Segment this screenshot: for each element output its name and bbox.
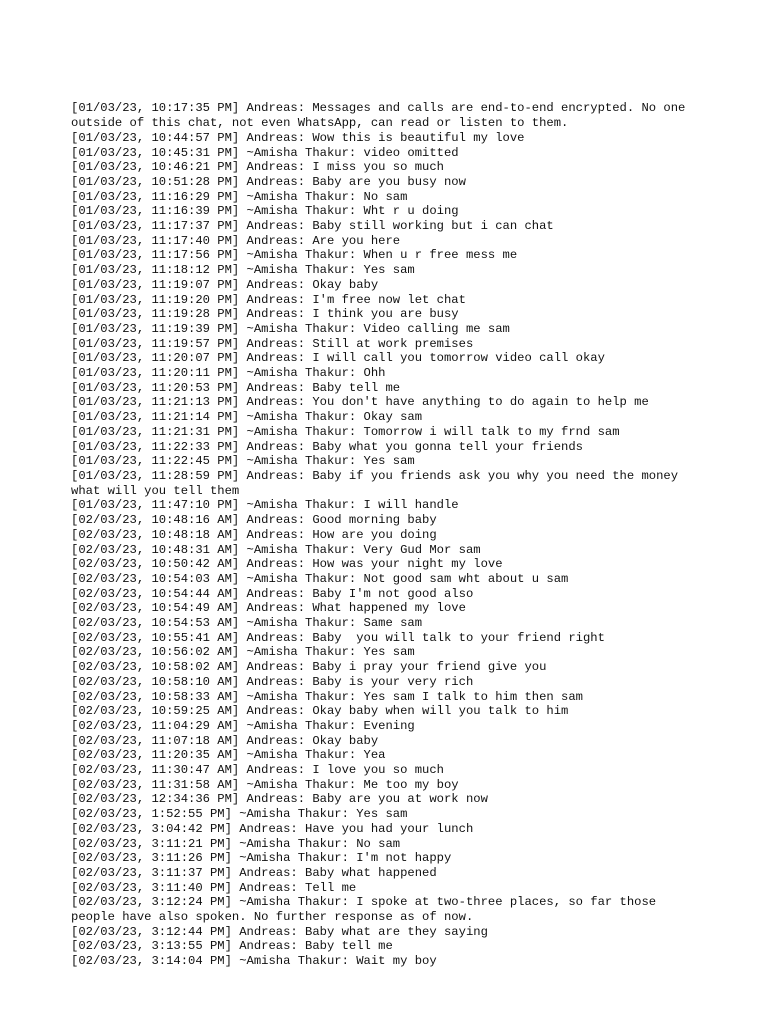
chat-message-line: [01/03/23, 11:22:45 PM] ~Amisha Thakur: Yes sam xyxy=(71,454,415,469)
chat-message-line: [01/03/23, 11:20:11 PM] ~Amisha Thakur: Ohh xyxy=(71,366,386,381)
chat-message-line: [01/03/23, 11:21:31 PM] ~Amisha Thakur: Tomorrow i will talk to my frnd sam xyxy=(71,424,620,439)
chat-message-line: [01/03/23, 11:19:57 PM] Andreas: Still at work premises xyxy=(71,336,474,351)
chat-message-line: [02/03/23, 10:50:42 AM] Andreas: How was your night my love xyxy=(71,557,503,572)
chat-message-line: [01/03/23, 11:18:12 PM] ~Amisha Thakur: Yes sam xyxy=(71,263,415,278)
chat-message-line: [01/03/23, 11:16:39 PM] ~Amisha Thakur: Wht r u doing xyxy=(71,204,459,219)
chat-message-line: [01/03/23, 11:17:56 PM] ~Amisha Thakur: When u r free mess me xyxy=(71,248,518,263)
chat-message-line: [02/03/23, 10:54:44 AM] Andreas: Baby I'm not good also xyxy=(71,586,474,601)
chat-message-line: [01/03/23, 11:20:53 PM] Andreas: Baby tell me xyxy=(71,380,401,395)
chat-message-line: [01/03/23, 10:45:31 PM] ~Amisha Thakur: video omitted xyxy=(71,145,459,160)
chat-message-line: [02/03/23, 10:55:41 AM] Andreas: Baby you will talk to your friend right xyxy=(71,630,605,645)
chat-message-line: [02/03/23, 10:48:31 AM] ~Amisha Thakur: Very Gud Mor sam xyxy=(71,542,481,557)
chat-message-line: [02/03/23, 3:12:44 PM] Andreas: Baby what are they saying xyxy=(71,924,488,939)
chat-message-line: [02/03/23, 11:07:18 AM] Andreas: Okay baby xyxy=(71,733,379,748)
chat-message-line: [01/03/23, 10:17:35 PM] Andreas: Messages and calls are end-to-end encrypted. No one outside of this chat, not even WhatsApp, can read or listen to them. xyxy=(71,101,693,131)
chat-message-line: [02/03/23, 10:56:02 AM] ~Amisha Thakur: Yes sam xyxy=(71,645,415,660)
chat-message-line: [01/03/23, 11:17:40 PM] Andreas: Are you here xyxy=(71,233,401,248)
chat-message-line: [01/03/23, 11:16:29 PM] ~Amisha Thakur: No sam xyxy=(71,189,408,204)
chat-message-line: [02/03/23, 3:04:42 PM] Andreas: Have you had your lunch xyxy=(71,821,474,836)
chat-message-line: [01/03/23, 11:19:28 PM] Andreas: I think you are busy xyxy=(71,307,459,322)
chat-message-line: [02/03/23, 11:31:58 AM] ~Amisha Thakur: Me too my boy xyxy=(71,777,459,792)
chat-message-line: [02/03/23, 10:59:25 AM] Andreas: Okay baby when will you talk to him xyxy=(71,704,569,719)
chat-message-line: [02/03/23, 10:48:16 AM] Andreas: Good morning baby xyxy=(71,513,437,528)
chat-message-line: [01/03/23, 11:19:39 PM] ~Amisha Thakur: Video calling me sam xyxy=(71,321,510,336)
chat-message-line: [02/03/23, 10:48:18 AM] Andreas: How are you doing xyxy=(71,527,437,542)
chat-message-line: [02/03/23, 11:04:29 AM] ~Amisha Thakur: Evening xyxy=(71,718,415,733)
chat-message-line: [02/03/23, 3:11:40 PM] Andreas: Tell me xyxy=(71,880,357,895)
chat-message-line: [01/03/23, 11:21:13 PM] Andreas: You don't have anything to do again to help me xyxy=(71,395,649,410)
chat-message-line: [01/03/23, 10:44:57 PM] Andreas: Wow this is beautiful my love xyxy=(71,130,525,145)
chat-message-line: [02/03/23, 11:30:47 AM] Andreas: I love you so much xyxy=(71,763,444,778)
chat-message-line: [02/03/23, 11:20:35 AM] ~Amisha Thakur: Yea xyxy=(71,748,386,763)
chat-message-line: [01/03/23, 11:20:07 PM] Andreas: I will call you tomorrow video call okay xyxy=(71,351,605,366)
chat-message-line: [02/03/23, 10:54:03 AM] ~Amisha Thakur: Not good sam wht about u sam xyxy=(71,571,569,586)
chat-message-line: [01/03/23, 11:28:59 PM] Andreas: Baby if you friends ask you why you need the money what will you tell them xyxy=(71,468,686,498)
chat-message-line: [02/03/23, 10:58:33 AM] ~Amisha Thakur: Yes sam I talk to him then sam xyxy=(71,689,583,704)
chat-message-line: [02/03/23, 3:11:26 PM] ~Amisha Thakur: I'm not happy xyxy=(71,851,452,866)
chat-message-line: [02/03/23, 3:14:04 PM] ~Amisha Thakur: Wait my boy xyxy=(71,954,437,969)
chat-message-line: [02/03/23, 12:34:36 PM] Andreas: Baby are you at work now xyxy=(71,792,488,807)
chat-message-line: [02/03/23, 3:11:37 PM] Andreas: Baby what happened xyxy=(71,865,437,880)
chat-message-line: [02/03/23, 3:13:55 PM] Andreas: Baby tell me xyxy=(71,939,393,954)
chat-message-line: [01/03/23, 11:47:10 PM] ~Amisha Thakur: I will handle xyxy=(71,498,459,513)
chat-message-line: [02/03/23, 3:12:24 PM] ~Amisha Thakur: I spoke at two-three places, so far those people have also spoken. No further response as of now. xyxy=(71,895,664,925)
chat-message-line: [02/03/23, 3:11:21 PM] ~Amisha Thakur: No sam xyxy=(71,836,401,851)
chat-message-line: [01/03/23, 11:22:33 PM] Andreas: Baby what you gonna tell your friends xyxy=(71,439,583,454)
chat-message-line: [02/03/23, 1:52:55 PM] ~Amisha Thakur: Yes sam xyxy=(71,807,408,822)
chat-message-line: [01/03/23, 11:21:14 PM] ~Amisha Thakur: Okay sam xyxy=(71,410,423,425)
chat-message-line: [01/03/23, 10:51:28 PM] Andreas: Baby are you busy now xyxy=(71,174,466,189)
chat-message-line: [02/03/23, 10:54:53 AM] ~Amisha Thakur: Same sam xyxy=(71,616,423,631)
chat-message-line: [01/03/23, 11:17:37 PM] Andreas: Baby still working but i can chat xyxy=(71,219,554,234)
chat-message-line: [02/03/23, 10:54:49 AM] Andreas: What happened my love xyxy=(71,601,466,616)
chat-transcript xyxy=(71,72,701,969)
chat-message-line: [02/03/23, 10:58:10 AM] Andreas: Baby is your very rich xyxy=(71,674,474,689)
chat-message-line: [01/03/23, 10:46:21 PM] Andreas: I miss you so much xyxy=(71,160,444,175)
chat-message-line: [01/03/23, 11:19:07 PM] Andreas: Okay baby xyxy=(71,277,379,292)
chat-message-line: [02/03/23, 10:58:02 AM] Andreas: Baby i pray your friend give you xyxy=(71,660,547,675)
chat-message-line: [01/03/23, 11:19:20 PM] Andreas: I'm free now let chat xyxy=(71,292,466,307)
